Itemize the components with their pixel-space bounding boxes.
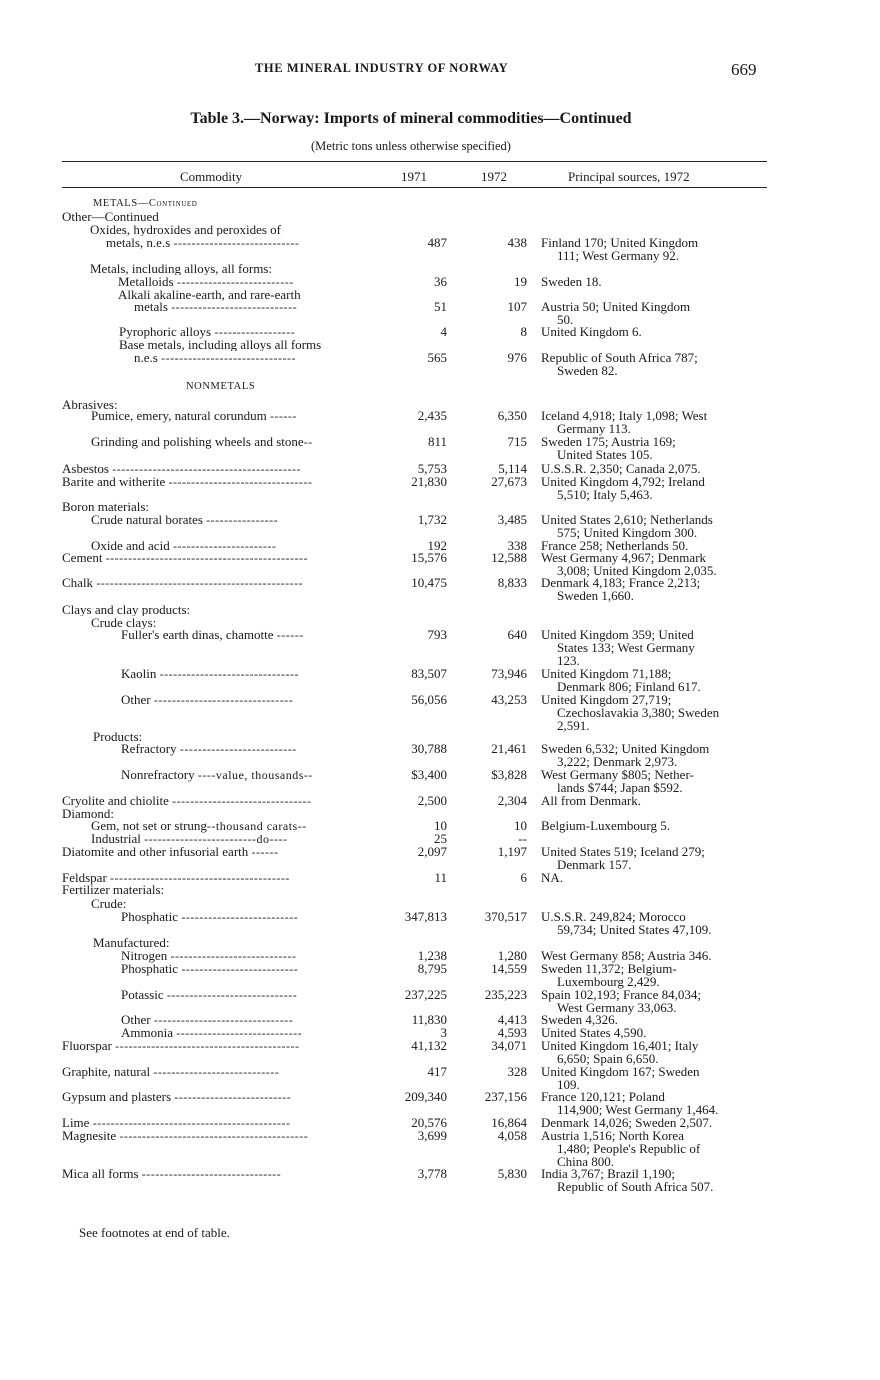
value-1972: 4,413 [497, 1012, 527, 1027]
commodity-cell [186, 380, 381, 393]
value-1971: 487 [427, 235, 447, 250]
commodity-cell [91, 513, 381, 527]
commodity-cell [62, 1129, 381, 1143]
principal-sources: 575; United Kingdom 300. [557, 525, 698, 540]
leader-dots: ---------------------------- [170, 949, 297, 963]
principal-sources: Denmark 806; Finland 617. [557, 679, 701, 694]
value-1971: 209,340 [404, 1089, 447, 1104]
commodity-cell [62, 603, 381, 616]
header-top-rule [62, 161, 767, 162]
column-header-sources: Principal sources, 1972 [568, 169, 690, 184]
value-1971: 2,097 [417, 844, 447, 859]
table-row [0, 408, 880, 436]
value-1972: 235,223 [484, 987, 527, 1002]
commodity-label: Refractory [121, 742, 180, 756]
table-row [0, 1064, 880, 1092]
leader-dots: ------ [251, 845, 279, 859]
value-1972: 715 [507, 434, 527, 449]
commodity-cell [62, 210, 381, 223]
commodity-label: Mica all forms [62, 1167, 142, 1181]
leader-dots: ------ [276, 628, 304, 642]
value-1972: 976 [507, 350, 527, 365]
value-1971: 11 [434, 870, 447, 885]
value-1971: 20,576 [411, 1115, 447, 1130]
value-1972: 328 [507, 1064, 527, 1079]
value-1971: 3,699 [417, 1128, 447, 1143]
value-1971: 36 [434, 274, 447, 289]
table-row [0, 575, 880, 603]
value-1972: 8 [520, 324, 527, 339]
commodity-label: Lime [62, 1116, 93, 1130]
principal-sources: United Kingdom 4,792; Ireland [541, 474, 705, 489]
principal-sources: United Kingdom 16,401; Italy [541, 1038, 699, 1053]
value-1972: 4,058 [497, 1128, 527, 1143]
principal-sources: United Kingdom 6. [541, 324, 642, 339]
commodity-label: Cement [62, 551, 106, 565]
principal-sources: France 258; Netherlands 50. [541, 538, 689, 553]
commodity-cell [62, 1116, 381, 1130]
value-1972: $3,828 [491, 767, 527, 782]
commodity-cell [121, 910, 381, 924]
table-row [0, 987, 880, 1015]
commodity-cell [121, 768, 381, 782]
commodity-cell [62, 794, 381, 808]
commodity-label: Alkali akaline-earth, and rare-earth [118, 288, 301, 301]
principal-sources: U.S.S.R. 249,824; Morocco [541, 909, 686, 924]
commodity-label: Chalk [62, 576, 97, 590]
leader-dots: ---------------------------- [153, 1065, 280, 1079]
value-1971: 83,507 [411, 666, 447, 681]
principal-sources: Czechoslavakia 3,380; Sweden [557, 705, 720, 720]
value-1972: 21,461 [491, 741, 527, 756]
principal-sources: Denmark 14,026; Sweden 2,507. [541, 1115, 713, 1130]
value-1971: 30,788 [411, 741, 447, 756]
principal-sources: Sweden 82. [557, 363, 618, 378]
leader-dots: ---------------------------- [176, 1026, 303, 1040]
commodity-cell [93, 197, 381, 210]
value-1971: 793 [427, 627, 447, 642]
principal-sources: 3,222; Denmark 2,973. [557, 754, 678, 769]
value-1972: 8,833 [497, 575, 527, 590]
principal-sources: United States 105. [557, 447, 653, 462]
commodity-label: Diatomite and other infusorial earth [62, 845, 252, 859]
value-1972: 10 [514, 818, 527, 833]
commodity-label: Diamond: [62, 807, 114, 820]
column-header-commodity: Commodity [180, 169, 243, 184]
commodity-cell [121, 988, 381, 1002]
principal-sources: 50. [557, 312, 574, 327]
commodity-label: Boron materials: [62, 500, 150, 513]
value-1971: 5,753 [417, 461, 447, 476]
commodity-cell [62, 845, 381, 859]
principal-sources: 3,008; United Kingdom 2,035. [557, 563, 717, 578]
principal-sources: West Germany 33,063. [557, 1000, 677, 1015]
commodity-cell [121, 1013, 381, 1027]
commodity-label: Products: [93, 730, 143, 743]
principal-sources: lands $744; Japan $592. [557, 780, 683, 795]
principal-sources: Austria 50; United Kingdom [541, 299, 691, 314]
value-1972: 438 [507, 235, 527, 250]
leader-dots: ---------------- [206, 513, 279, 527]
table-row [0, 1166, 880, 1194]
header-bottom-rule [62, 187, 767, 188]
leader-dots: -------------------------- [181, 962, 299, 976]
principal-sources: West Germany $805; Nether- [541, 767, 694, 782]
leader-dots: --thousand carats-- [206, 819, 307, 833]
principal-sources: 5,510; Italy 5,463. [557, 487, 653, 502]
commodity-cell [62, 1065, 381, 1079]
value-1971: 2,435 [417, 408, 447, 423]
leader-dots: ------------------ [214, 325, 296, 339]
value-1971: 237,225 [404, 987, 447, 1002]
principal-sources: China 800. [557, 1154, 615, 1169]
commodity-cell [119, 338, 381, 351]
leader-dots: ----------------------------- [166, 988, 298, 1002]
principal-sources: India 3,767; Brazil 1,190; [541, 1166, 675, 1181]
table-row [0, 1038, 880, 1066]
commodity-label: Manufactured: [93, 936, 170, 949]
principal-sources: Spain 102,193; France 84,034; [541, 987, 701, 1002]
value-1971: 192 [427, 538, 447, 553]
principal-sources: NA. [541, 870, 564, 885]
principal-sources: Germany 113. [557, 421, 631, 436]
leader-dots: --------------------------------------------- [105, 551, 309, 565]
commodity-cell [90, 262, 381, 275]
commodity-label: Industrial [91, 832, 145, 846]
value-1971: 417 [427, 1064, 447, 1079]
principal-sources: Sweden 4,326. [541, 1012, 618, 1027]
value-1971: 25 [434, 831, 447, 846]
principal-sources: Sweden 18. [541, 274, 602, 289]
commodity-label: Metals, including alloys, all forms: [90, 262, 272, 275]
value-1971: 10,475 [411, 575, 447, 590]
principal-sources: West Germany 4,967; Denmark [541, 550, 707, 565]
principal-sources: U.S.S.R. 2,350; Canada 2,075. [541, 461, 701, 476]
value-1971: 11,830 [411, 1012, 447, 1027]
value-1972: 73,946 [491, 666, 527, 681]
value-1972: 5,114 [498, 461, 527, 476]
leader-dots: ------------------------------- [159, 667, 300, 681]
leader-dots: ------------------------------------------ [112, 462, 302, 476]
commodity-cell [121, 742, 381, 756]
table-row [0, 767, 880, 795]
value-1971: 51 [434, 299, 447, 314]
leader-dots: ------------------------------- [153, 1013, 294, 1027]
table-subtitle: (Metric tons unless otherwise specified) [311, 139, 511, 153]
value-1971: 41,132 [411, 1038, 447, 1053]
commodity-cell [90, 223, 381, 236]
column-header-1971: 1971 [401, 169, 427, 184]
commodity-cell [62, 475, 381, 489]
commodity-cell [62, 576, 381, 590]
commodity-label: NONMETALS [186, 381, 256, 392]
table-row [0, 474, 880, 502]
value-1972: 338 [507, 538, 527, 553]
leader-dots: -- [303, 435, 313, 449]
principal-sources: Belgium-Luxembourg 5. [541, 818, 671, 833]
principal-sources: 6,650; Spain 6,650. [557, 1051, 659, 1066]
commodity-label: Kaolin [121, 667, 160, 681]
principal-sources: 114,900; West Germany 1,464. [557, 1102, 719, 1117]
value-1972: 6 [520, 870, 527, 885]
table-row [0, 909, 880, 937]
commodity-label: Asbestos [62, 462, 113, 476]
value-1971: 565 [427, 350, 447, 365]
value-1972: 2,304 [497, 793, 527, 808]
commodity-cell [91, 832, 381, 846]
commodity-label: Nonrefractory [121, 768, 198, 782]
commodity-label: metals, n.e.s [106, 236, 174, 250]
commodity-label: Abrasives: [62, 398, 118, 411]
leader-dots: ------------------------------- [172, 794, 312, 808]
value-1971: 1,732 [417, 512, 447, 527]
commodity-label: Feldspar [62, 871, 111, 885]
principal-sources: United States 4,590. [541, 1025, 647, 1040]
commodity-cell [91, 819, 381, 833]
value-1971: 15,576 [411, 550, 447, 565]
value-1972: 14,559 [491, 961, 527, 976]
commodity-label: Base metals, including alloys all forms [119, 338, 322, 351]
commodity-cell [93, 936, 381, 949]
commodity-cell [91, 435, 381, 449]
commodity-label: Fertilizer materials: [62, 883, 165, 896]
value-1971: 3,778 [417, 1166, 447, 1181]
value-1971: 1,238 [417, 948, 447, 963]
commodity-label: Ammonia [121, 1026, 177, 1040]
value-1971: 56,056 [411, 692, 447, 707]
principal-sources: Luxembourg 2,429. [557, 974, 660, 989]
value-1972: 34,071 [491, 1038, 527, 1053]
commodity-label: Grinding and polishing wheels and stone [91, 435, 304, 449]
footnote: See footnotes at end of table. [79, 1225, 230, 1240]
principal-sources: Denmark 157. [557, 857, 632, 872]
commodity-label: Barite and witherite [62, 475, 169, 489]
commodity-label: Metalloids [118, 275, 177, 289]
table-row [0, 627, 880, 668]
principal-sources: Austria 1,516; North Korea [541, 1128, 684, 1143]
leader-dots: ------------------------------- [153, 693, 294, 707]
value-1972: 6,350 [497, 408, 527, 423]
table-row [0, 961, 880, 989]
value-1972: 43,253 [491, 692, 527, 707]
commodity-cell [121, 1026, 381, 1040]
value-1972: 19 [514, 274, 527, 289]
leader-dots: -------------------------- [176, 275, 294, 289]
value-1972: 3,485 [497, 512, 527, 527]
commodity-label: Other [121, 1013, 154, 1027]
commodity-label: Graphite, natural [62, 1065, 154, 1079]
leader-dots: -------------------------- [179, 742, 297, 756]
principal-sources: United States 519; Iceland 279; [541, 844, 705, 859]
commodity-cell [62, 1167, 381, 1181]
table-row [0, 512, 880, 540]
commodity-cell [91, 897, 381, 910]
principal-sources: Sweden 1,660. [557, 588, 634, 603]
leader-dots: ---------------------------- [173, 236, 300, 250]
commodity-label: Potassic [121, 988, 167, 1002]
table-row [0, 1128, 880, 1169]
principal-sources: United Kingdom 167; Sweden [541, 1064, 700, 1079]
value-1971: 4 [440, 324, 447, 339]
table-row [0, 692, 880, 733]
leader-dots: ---------------------------------------- [110, 871, 290, 885]
leader-dots: -------------------------- [181, 910, 299, 924]
principal-sources: Finland 170; United Kingdom [541, 235, 699, 250]
leader-dots: ------------------------------- [141, 1167, 282, 1181]
table-row [0, 380, 880, 396]
commodity-cell [62, 551, 381, 565]
commodity-label: Other—Continued [62, 210, 159, 223]
value-1972: 107 [507, 299, 527, 314]
commodity-cell [62, 883, 381, 896]
value-1972: 237,156 [484, 1089, 527, 1104]
table-row [0, 741, 880, 769]
commodity-label: Pyrophoric alloys [119, 325, 215, 339]
value-1972: 4,593 [497, 1025, 527, 1040]
principal-sources: States 133; West Germany [557, 640, 695, 655]
principal-sources: 59,734; United States 47,109. [557, 922, 712, 937]
value-1972: 1,197 [497, 844, 527, 859]
principal-sources: United States 2,610; Netherlands [541, 512, 713, 527]
commodity-label: METALS—Continued [93, 198, 198, 209]
commodity-label: Clays and clay products: [62, 603, 191, 616]
leader-dots: ----value, thousands-- [197, 768, 313, 782]
principal-sources: Sweden 175; Austria 169; [541, 434, 676, 449]
principal-sources: Sweden 6,532; United Kingdom [541, 741, 710, 756]
leader-dots: ------------------------------------------ [119, 1129, 309, 1143]
table-row [0, 434, 880, 462]
commodity-cell [106, 236, 381, 250]
commodity-label: Phosphatic [121, 910, 182, 924]
commodity-cell [91, 409, 381, 423]
table-row [0, 550, 880, 578]
leader-dots: -------------------------do---- [144, 832, 288, 846]
leader-dots: ---------------------------------------------- [96, 576, 304, 590]
principal-sources: Sweden 11,372; Belgium- [541, 961, 677, 976]
leader-dots: ----------------------------------------- [115, 1039, 300, 1053]
commodity-label: Pumice, emery, natural corundum [91, 409, 270, 423]
commodity-label: Crude natural borates [91, 513, 207, 527]
principal-sources: West Germany 858; Austria 346. [541, 948, 712, 963]
leader-dots: ----------------------- [172, 539, 277, 553]
commodity-label: Cryolite and chiolite [62, 794, 173, 808]
commodity-cell [62, 1039, 381, 1053]
commodity-cell [134, 300, 381, 314]
table-row [0, 666, 880, 694]
value-1972: 16,864 [491, 1115, 527, 1130]
commodity-cell [134, 351, 381, 365]
commodity-cell [62, 462, 381, 476]
leader-dots: -------------------------------------------- [92, 1116, 291, 1130]
table-row [0, 1089, 880, 1117]
value-1971: 811 [427, 434, 447, 449]
commodity-label: Magnesite [62, 1129, 120, 1143]
commodity-cell [62, 1090, 381, 1104]
value-1971: 2,500 [417, 793, 447, 808]
table-row [0, 235, 880, 263]
commodity-label: Other [121, 693, 154, 707]
principal-sources: Republic of South Africa 787; [541, 350, 698, 365]
value-1971: 10 [434, 818, 447, 833]
commodity-cell [121, 962, 381, 976]
principal-sources: 1,480; People's Republic of [557, 1141, 701, 1156]
value-1972: 12,588 [491, 550, 527, 565]
value-1971: 347,813 [404, 909, 447, 924]
value-1972: 1,280 [497, 948, 527, 963]
value-1971: $3,400 [411, 767, 447, 782]
commodity-label: Gem, not set or strung [91, 819, 207, 833]
principal-sources: Republic of South Africa 507. [557, 1179, 714, 1194]
commodity-label: Fluorspar [62, 1039, 116, 1053]
commodity-label: Nitrogen [121, 949, 171, 963]
leader-dots: ------------------------------ [161, 351, 296, 365]
principal-sources: Iceland 4,918; Italy 1,098; West [541, 408, 708, 423]
principal-sources: Denmark 4,183; France 2,213; [541, 575, 701, 590]
table-row [0, 350, 880, 378]
commodity-cell [121, 628, 381, 642]
running-head: THE MINERAL INDUSTRY OF NORWAY [255, 61, 509, 75]
table-row [0, 299, 880, 327]
leader-dots: -------------------------------- [168, 475, 313, 489]
principal-sources: France 120,121; Poland [541, 1089, 665, 1104]
column-header-1972: 1972 [481, 169, 507, 184]
commodity-cell [121, 949, 381, 963]
value-1972: -- [518, 831, 527, 846]
principal-sources: United Kingdom 71,188; [541, 666, 672, 681]
value-1972: 640 [507, 627, 527, 642]
commodity-label: Phosphatic [121, 962, 182, 976]
leader-dots: ---------------------------- [171, 300, 298, 314]
page-number: 669 [731, 60, 757, 79]
value-1972: 5,830 [497, 1166, 527, 1181]
principal-sources: United Kingdom 27,719; [541, 692, 672, 707]
commodity-label: Crude clays: [91, 616, 157, 629]
principal-sources: 109. [557, 1077, 580, 1092]
commodity-label: Oxide and acid [91, 539, 173, 553]
principal-sources: United Kingdom 359; United [541, 627, 694, 642]
leader-dots: -------------------------- [174, 1090, 292, 1104]
commodity-cell [121, 667, 381, 681]
commodity-label: Fuller's earth dinas, chamotte [121, 628, 277, 642]
value-1971: 21,830 [411, 474, 447, 489]
value-1972: 370,517 [484, 909, 527, 924]
commodity-label: Gypsum and plasters [62, 1090, 175, 1104]
commodity-label: Crude: [91, 897, 127, 910]
value-1971: 8,795 [417, 961, 447, 976]
commodity-cell [118, 275, 381, 289]
leader-dots: ------ [269, 409, 297, 423]
commodity-cell [62, 500, 381, 513]
table-row [0, 844, 880, 872]
table-title: Table 3.—Norway: Imports of mineral commodities—Continued [190, 110, 632, 127]
principal-sources: 2,591. [557, 718, 590, 733]
commodity-label: Oxides, hydroxides and peroxides of [90, 223, 281, 236]
commodity-cell [119, 325, 381, 339]
principal-sources: 123. [557, 653, 580, 668]
commodity-cell [121, 693, 381, 707]
commodity-label: metals [134, 300, 172, 314]
principal-sources: All from Denmark. [541, 793, 642, 808]
value-1971: 3 [440, 1025, 447, 1040]
value-1972: 27,673 [491, 474, 527, 489]
principal-sources: 111; West Germany 92. [557, 248, 679, 263]
commodity-label: n.e.s [134, 351, 162, 365]
